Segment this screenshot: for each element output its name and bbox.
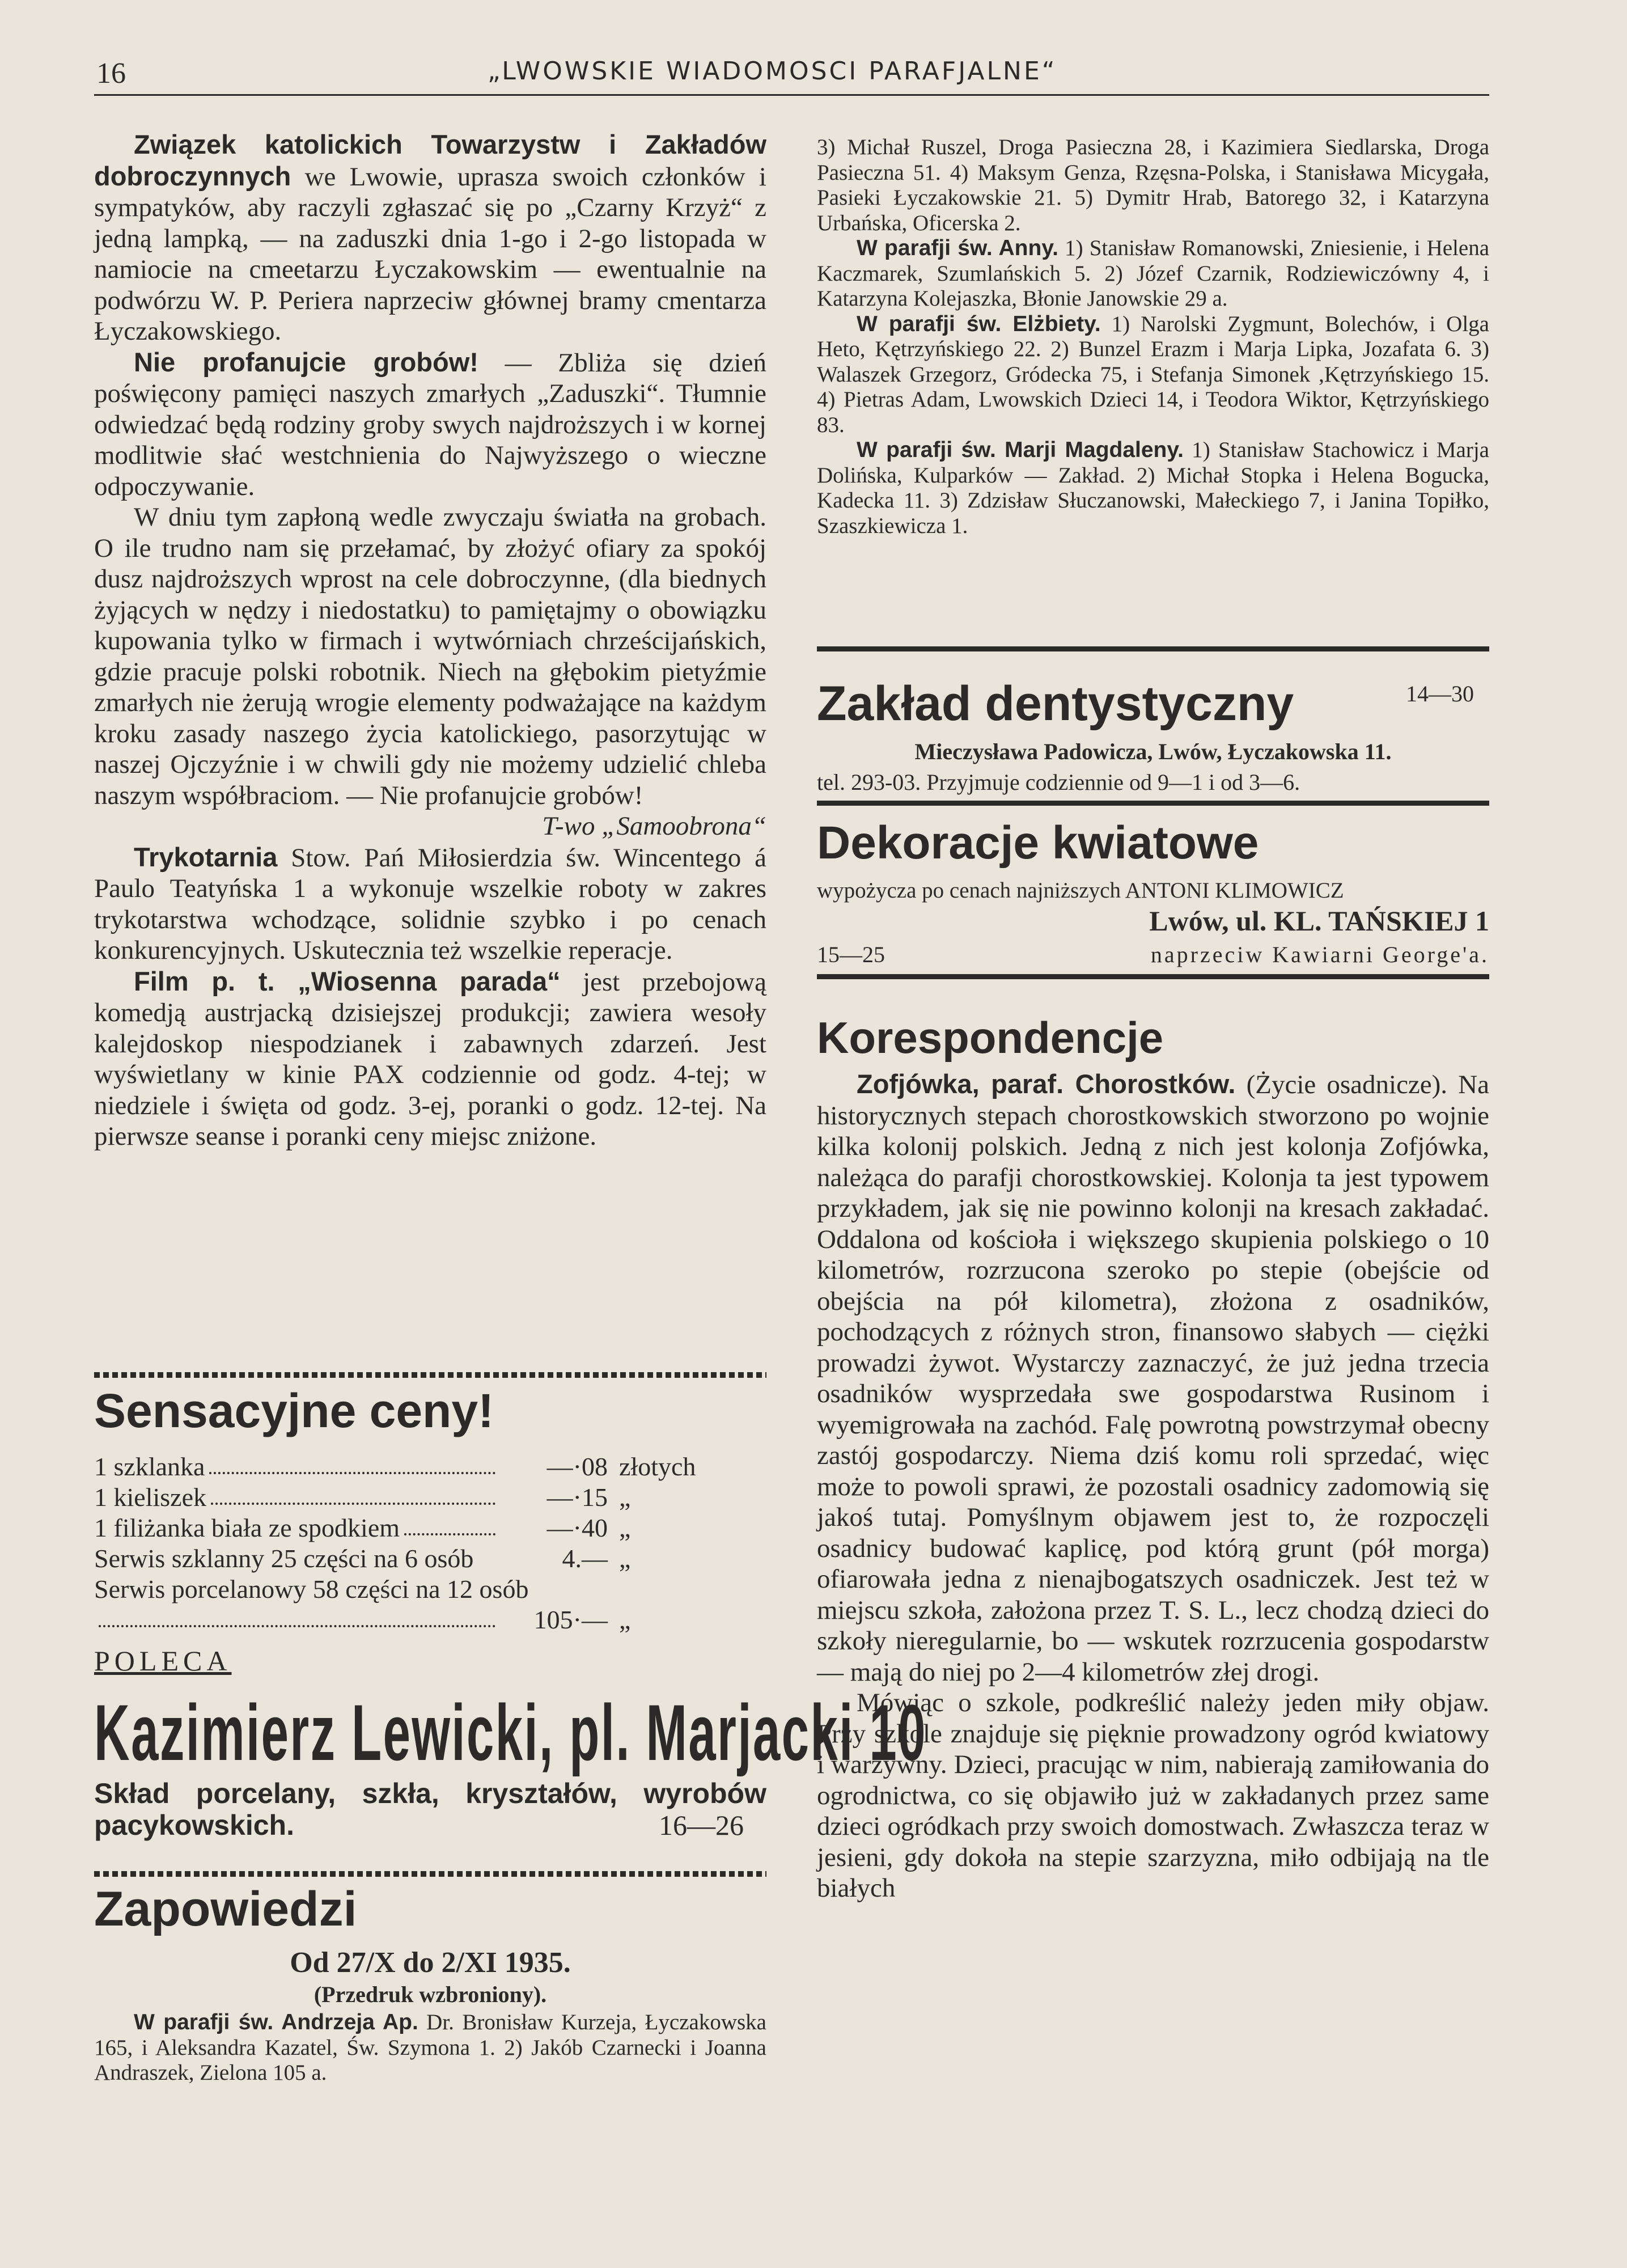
flower-line: wypożycza po cenach najniższych ANTONI KLIMOWICZ <box>817 878 1344 903</box>
article-graves <box>94 347 766 502</box>
article-lead: Nie profanujcie grobów! <box>134 346 478 377</box>
correspondence-article <box>817 1069 1489 1904</box>
item-name: 1 filiżanka biała ze spodkiem <box>94 1513 400 1542</box>
price-row <box>94 1452 766 1482</box>
article-film <box>94 966 766 1152</box>
article-graves-cont <box>94 502 766 841</box>
dentist-owner: Mieczysława Padowicza, Lwów, Łyczakowska 11. <box>914 739 1392 764</box>
ad-border <box>817 974 1489 979</box>
item-unit: złotych <box>619 1452 696 1481</box>
newspaper-title: „LWOWSKIE WIADOMOSCI PARAFJALNE“ <box>488 57 1057 86</box>
item-price: —·15 <box>546 1483 608 1512</box>
dentist-hours: tel. 293-03. Przyjmuje codziennie od 9—1 i od 3—6. <box>817 769 1300 795</box>
parish-name: W parafji św. Anny. <box>857 236 1058 260</box>
item-name: Serwis porcelanowy 58 części na 12 osób <box>94 1575 529 1603</box>
ornament-divider <box>94 1372 766 1378</box>
leader-dots <box>404 1513 495 1535</box>
leader-dots <box>211 1482 495 1505</box>
flower-landmark: naprzeciw Kawiarni George'a. <box>1150 942 1489 967</box>
article-charity <box>94 129 766 347</box>
shop-desc-text: Skład porcelany, szkła, kryształów, wyrobów pacykowskich. <box>94 1778 766 1841</box>
recommends-label: POLECA <box>94 1645 232 1677</box>
banns-andrzej <box>94 2010 766 2086</box>
ad-code: 16—26 <box>659 1809 744 1841</box>
item-unit: „ <box>619 1513 631 1542</box>
banns-dates: Od 27/X do 2/XI 1935. <box>290 1947 571 1979</box>
item-price: 4.— <box>562 1544 608 1573</box>
dentist-title: Zakład dentystyczny <box>817 676 1294 731</box>
item-name: 1 kieliszek <box>94 1483 206 1512</box>
leader-dots <box>209 1452 495 1474</box>
article-text: — Zbliża się dzień poświęcony pamięci naszych zmarłych „Zaduszki“. Tłumnie odwiedzać będą rodziny groby swych najdroższych i w kornej modlitwie słać westchnienia do Najwyższego o wieczne odpoczywanie. <box>94 348 766 501</box>
flower-title: Dekoracje kwiatowe <box>817 817 1259 869</box>
shop-name: Kazimierz Lewicki, pl. Marjacki 10 <box>94 1688 927 1777</box>
price-row <box>94 1543 766 1574</box>
banns-note: (Przedruk wzbroniony). <box>313 1982 547 2007</box>
article-lead: Film p. t. „Wiosenna parada“ <box>134 966 561 996</box>
ad-border <box>817 801 1489 806</box>
price-row <box>94 1574 559 1605</box>
banns-text: 1) Narolski Zygmunt, Bolechów, i Olga Heto, Kętrzyńskiego 22. 2) Bunzel Erazm i Marja Lipka, Jozafata 6. 3) Walaszek Grzegorz, Gródecka 75, i Stefanja Simonek ,Kętrzyńskiego 15. 4) Pietras Adam, Lwowskich Dzieci 14, i Teodora Wiktor, Kętrzyńskiego 83. <box>817 311 1489 437</box>
banns-text: 1) Stanisław Romanowski, Zniesienie, i Helena Kaczmarek, Szumlańskich 5. 2) Józef Czarnik, Rodziewiczówny 4, i Katarzyna Kolejaszka, Błonie Janowskie 29 a. <box>817 236 1490 311</box>
banns-title: Zapowiedzi <box>94 1882 357 1936</box>
parish-name: W parafji św. Andrzeja Ap. <box>134 2010 418 2034</box>
ornament-divider <box>94 1871 766 1877</box>
article-lead: Zofjówka, paraf. Chorostków. <box>857 1069 1236 1099</box>
article-text: (Życie osadnicze). Na historycznych stepach chorostkowskich stworzono po wojnie kilka kolonij polskich. Jedną z nich jest kolonja Zofjówka, należąca do parafji chorostkowskiej. Kolonja ta jest typowem przykładem, jak się nie powinno kolonji na kresach zakładać. Oddalona od kościoła i większego skupienia polskiego o 10 kilometrów, rozrzucona szeroko po stepie (obejście od obejścia na pół kilometra), złożona z osadników, pochodzących z różnych stron, finansowo słabych — ciężki prowadzi żywot. Wystarczy zaznaczyć, że już jedna trzecia osadników wysprzedała swe gospodarstwa Rusinom i wyemigrowała na zachód. Falę powrotną powstrzymał obecny zastój gospodarczy. Niema dziś komu roli sprzedać, więc może to powoli sprawi, że pozostali osadnicy zadomowią się jakoś tutaj. Pomyślnym objawem jest to, że rozpoczęli osadnicy budować kaplicę, pod którą grunt (pół morga) ofiarowała jedna z nienajbogatszych osadniczek. Jest też w miejscu szkoła, założona przez T. S. L., lecz chodzą dzieci do szkoły nieregularnie, bo — wskutek rozrzucenia gospodarstw — mają do niej po 2—4 kilometrów złej drogi. <box>817 1070 1489 1687</box>
banns-text: Dr. Bronisław Kurzeja, Łyczakowska 165, i Aleksandra Kazatel, Św. Szymona 1. 2) Jakób Czarnecki i Joanna Andraszek, Zielona 105 a. <box>94 2010 766 2085</box>
left-articles <box>94 129 766 1152</box>
parish-name: W parafji św. Elżbiety. <box>857 311 1101 336</box>
signature: T-wo „Samoobrona“ <box>542 811 766 841</box>
price-list <box>94 1452 766 1635</box>
banns-text: 3) Michał Ruszel, Droga Pasieczna 28, i Kazimiera Siedlarska, Droga Pasieczna 51. 4) Maksym Genza, Rzęsna-Polska, i Stanisława Micygała, Pasieki Łyczakowskie 21. 5) Dymitr Hrab, Batorego 32, i Katarzyna Urbańska, Oficerska 2. <box>817 135 1489 235</box>
item-unit: „ <box>619 1605 631 1634</box>
flower-address: Lwów, ul. KL. TAŃSKIEJ 1 <box>1149 905 1489 937</box>
ad-code: 14—30 <box>1406 681 1474 706</box>
item-name: 1 szklanka <box>94 1452 205 1481</box>
article-text: jest przebojową komedją austrjacką dzisiejszej produkcji; zawiera wesoły kalejdoskop niespodzianek i zabawnych zdarzeń. Jest wyświetlany w kinie PAX codziennie od godz. 4-tej; w niedziele i święta od godz. 3-ej, poranki o godz. 12-tej. Na pierwsze seanse i poranki ceny miejsc zniżone. <box>94 967 766 1151</box>
article-text: W dniu tym zapłoną wedle zwyczaju światła na grobach. O ile trudno nam się przełamać, by złożyć ofiary za spokój dusz najdroższych wprost na cele dobroczynne, (dla biednych żyjących w nędzy i niedostatku) to pamiętajmy o obowiązku kupowania tylko w firmach i wytwórniach chrześcijańskich, gdzie pracuje polski robotnik. Niech na głębokim pietyźmie zmarłych nie żerują wrogie elementy podważające na każdym kroku zasady naszego życia katolickiego, pasorzytując w naszej Ojczyźnie i w chwili gdy nie możemy udzielić chleba naszym współbraciom. — Nie profanujcie grobów! <box>94 502 766 810</box>
correspondence-title: Korespondencje <box>817 1013 1164 1063</box>
item-price: —·08 <box>546 1452 608 1481</box>
price-ad-title: Sensacyjne ceny! <box>94 1384 494 1437</box>
parish-name: W parafji św. Marji Magdaleny. <box>857 438 1184 462</box>
leader-dots <box>99 1605 495 1627</box>
price-row <box>94 1513 766 1543</box>
item-price: 105·— <box>533 1605 608 1634</box>
banns-text: 1) Stanisław Stachowicz i Marja Dolińska, Kulparków — Zakład. 2) Michał Stopka i Helena Bogucka, Kadecka 11. 3) Zdzisław Słuczanowski, Małeckiego 7, i Janina Topiłko, Szaszkiewicza 1. <box>817 438 1489 538</box>
page-number: 16 <box>96 57 126 90</box>
article-text: Mówiąc o szkole, podkreślić należy jeden miły objaw. Przy szkole znajduje się pięknie prowadzony ogród kwiatowy i warzywny. Dzieci, pracując w nim, nabierają zamiłowania do ogrodnictwa, co się objawiło już w zakładanych przez same dzieci ogródkach przy swoich domostwach. Zwłaszcza teraz w jesieni, gdy dokoła na stepie szarzyzna, miło odbijają na tle białych <box>817 1688 1489 1903</box>
price-row-values <box>94 1605 766 1635</box>
item-price: —·40 <box>546 1513 608 1542</box>
article-text: we Lwowie, uprasza swoich członków i sympatyków, aby raczyli zgłaszać się po „Czarny Krzyż“ z jedną lampką, — na zaduszki dnia 1-go i 2-go listopada w namiocie na cmeetarzu Łyczakowskim — ewentualnie na podwórzu W. P. Periera naprzeciw głównej bramy cmentarza Łyczakowskiego. <box>94 162 766 346</box>
shop-description <box>94 1778 766 1841</box>
article-lead: Związek katolickich Towarzystw i Zakładów dobroczynnych <box>94 129 766 191</box>
price-row <box>94 1482 766 1513</box>
item-unit: „ <box>619 1544 631 1573</box>
header-rule <box>94 94 1489 96</box>
spacer <box>478 1543 495 1566</box>
article-knitwear <box>94 842 766 966</box>
ad-border <box>817 646 1489 651</box>
ad-code: 15—25 <box>817 942 885 967</box>
item-name: Serwis szklanny 25 części na 6 osób <box>94 1544 474 1573</box>
article-text: Stow. Pań Miłosierdzia św. Wincentego á Paulo Teatyńska 1 a wykonuje wszelkie roboty w zakres trykotarstwa wchodzące, solidnie szybko i po cenach konkurencyjnych. Uskutecznia też wszelkie reperacje. <box>94 843 766 965</box>
item-unit: „ <box>619 1483 631 1512</box>
article-lead: Trykotarnia <box>134 841 278 872</box>
banns-continued <box>817 135 1489 539</box>
